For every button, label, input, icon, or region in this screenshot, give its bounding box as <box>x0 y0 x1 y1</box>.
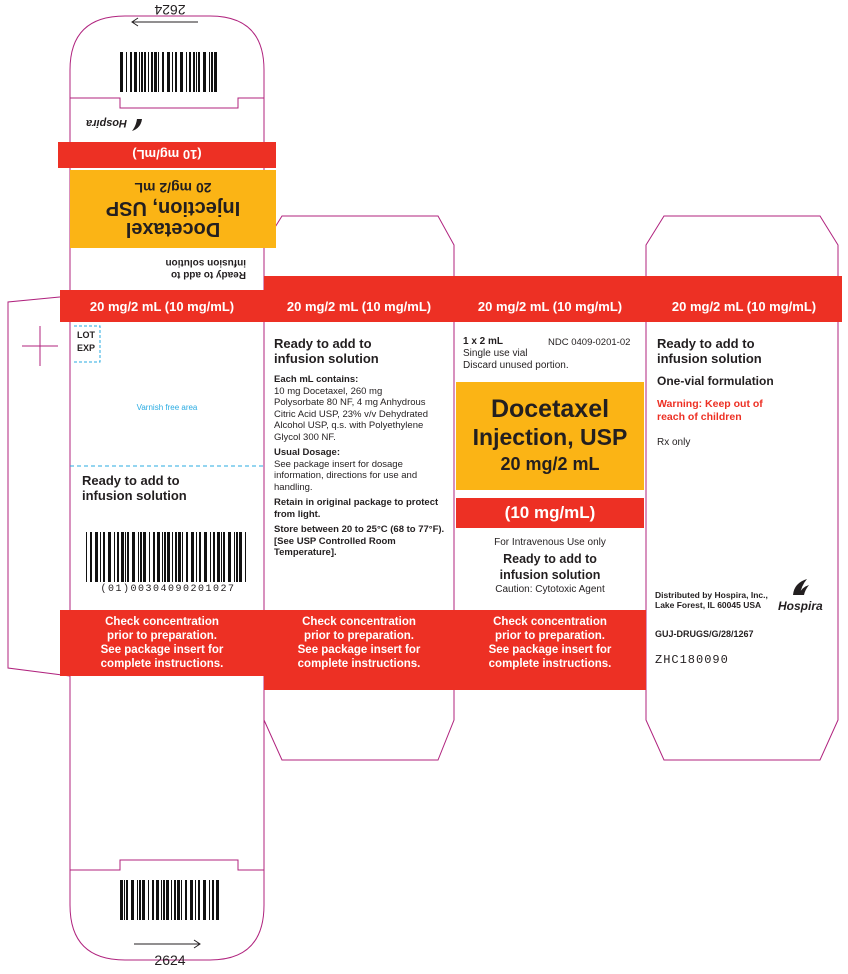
bottom-band-panel3: Check concentration prior to preparation. See package insert for complete instructions. <box>454 610 646 690</box>
panel2-ingredients: Each mL contains: 10 mg Docetaxel, 260 mg Polysorbate 80 NF, 4 mg Anhydrous Citric Acid USP, 23% v/v Dehydrated Alcohol USP, q.s. with Polyethylene Glycol 300 NF. Usual Dosage: See package insert for dosage information, directions for use and handling. Retain in original package to protect from light. Store between 20 to 25°C (68 to 77°F). [See USP Controlled Room Temperature]. <box>274 374 450 559</box>
lot-label: LOT <box>77 330 95 340</box>
barcode-bar <box>114 532 115 582</box>
barcode-bar <box>154 52 157 92</box>
barcode-bar <box>139 880 141 920</box>
barcode-bar <box>185 880 187 920</box>
barcode-bar <box>130 52 132 92</box>
panel3-concentration-band: (10 mg/mL) <box>456 498 644 528</box>
barcode-bar <box>137 880 138 920</box>
barcode-bar <box>108 532 111 582</box>
product-barcode <box>86 532 250 582</box>
barcode-bar <box>126 880 128 920</box>
barcode-bar <box>181 880 182 920</box>
barcode-bar <box>191 532 194 582</box>
barcode-bar <box>203 52 206 92</box>
top-ready-line2: infusion solution <box>165 257 246 268</box>
barcode-bar <box>196 52 197 92</box>
barcode-bar <box>213 532 215 582</box>
barcode-bar <box>86 532 87 582</box>
warning-text: Warning: Keep out of reach of children <box>657 398 763 423</box>
barcode-bar <box>121 532 124 582</box>
barcode-bar <box>178 532 181 582</box>
barcode-bar <box>175 52 177 92</box>
product-name-line1: Docetaxel <box>490 395 610 423</box>
barcode-bar <box>223 532 225 582</box>
barcode-bar <box>90 532 92 582</box>
barcode-bar <box>172 532 173 582</box>
flap-barcode-bottom <box>120 880 220 920</box>
barcode-bar <box>211 52 213 92</box>
caution-text: Caution: Cytotoxic Agent <box>495 584 605 595</box>
barcode-bar <box>161 880 162 920</box>
top-flap <box>70 108 264 282</box>
barcode-bar <box>167 52 170 92</box>
zhc-code: ZHC180090 <box>655 653 729 667</box>
barcode-bar <box>221 532 222 582</box>
barcode-bar <box>236 532 238 582</box>
top-product-line1: Docetaxel <box>125 218 221 240</box>
bottom-band-panel2: Check concentration prior to preparation. See package insert for complete instructions. <box>264 610 454 690</box>
band-panel3: 20 mg/2 mL (10 mg/mL) <box>454 276 646 322</box>
code-number-bottom: 2624 <box>154 952 186 968</box>
barcode-number: (01)00304090201027 <box>100 584 236 595</box>
barcode-bar <box>171 880 172 920</box>
barcode-bar <box>186 52 187 92</box>
bottom-band-panel1: Check concentration prior to preparation. See package insert for complete instructions. <box>60 610 264 676</box>
barcode-bar <box>151 52 153 92</box>
panel4-ready-text: Ready to add to infusion solution <box>657 336 762 366</box>
barcode-bar <box>138 532 139 582</box>
barcode-bar <box>162 52 164 92</box>
barcode-bar <box>95 532 98 582</box>
barcode-bar <box>144 52 147 92</box>
top-product-line2: Injection, USP <box>105 197 241 219</box>
barcode-bar <box>149 532 150 582</box>
barcode-bar <box>212 880 214 920</box>
each-ml-heading: Each mL contains: <box>274 374 359 385</box>
barcode-bar <box>153 532 155 582</box>
barcode-bar <box>158 52 159 92</box>
one-vial-formulation: One-vial formulation <box>657 374 774 388</box>
barcode-bar <box>196 532 197 582</box>
panel3-vial-info: 1 x 2 mL Single use vial Discard unused portion. <box>463 336 569 371</box>
barcode-bar <box>217 532 220 582</box>
barcode-bar <box>142 880 145 920</box>
barcode-bar <box>126 52 127 92</box>
hospira-logo: Hospira <box>778 578 823 613</box>
barcode-bar <box>182 532 183 582</box>
barcode-bar <box>140 532 142 582</box>
barcode-bar <box>131 880 134 920</box>
barcode-bar <box>141 52 143 92</box>
barcode-bar <box>117 532 119 582</box>
barcode-bar <box>239 532 242 582</box>
barcode-bar <box>234 532 235 582</box>
barcode-bar <box>167 532 170 582</box>
barcode-bar <box>214 52 217 92</box>
barcode-bar <box>143 532 146 582</box>
varnish-free-area: Varnish free area <box>136 403 198 412</box>
barcode-bar <box>203 880 206 920</box>
panel2-ready-text: Ready to add to infusion solution <box>274 336 379 366</box>
top-hospira-logo: Hospira <box>86 115 144 132</box>
barcode-bar <box>148 52 149 92</box>
barcode-bar <box>172 52 173 92</box>
barcode-bar <box>103 532 105 582</box>
barcode-bar <box>157 532 160 582</box>
band-panel2: 20 mg/2 mL (10 mg/mL) <box>264 276 454 322</box>
barcode-bar <box>190 880 193 920</box>
top-ready-line1: Ready to add to <box>170 269 246 280</box>
barcode-bar <box>198 880 200 920</box>
barcode-bar <box>164 532 166 582</box>
barcode-bar <box>124 880 125 920</box>
exp-label: EXP <box>77 343 96 353</box>
barcode-bar <box>132 532 135 582</box>
vial-count: 1 x 2 mL <box>463 336 504 347</box>
band-panel1: 20 mg/2 mL (10 mg/mL) <box>60 290 264 322</box>
guj-code: GUJ-DRUGS/G/28/1267 <box>655 629 754 639</box>
barcode-bar <box>180 52 183 92</box>
barcode-bar <box>139 52 140 92</box>
barcode-bar <box>199 532 201 582</box>
barcode-bar <box>210 532 211 582</box>
barcode-bar <box>177 880 180 920</box>
lot-exp-block <box>77 329 95 355</box>
barcode-bar <box>134 52 137 92</box>
product-strength: 20 mg/2 mL <box>500 454 600 474</box>
panel3-product-box <box>456 382 644 490</box>
panel3-usage: For Intravenous Use only Ready to add to infusion solution Caution: Cytotoxic Agent <box>454 537 646 596</box>
panel1-ready-text: Ready to add to infusion solution <box>82 473 187 503</box>
distributor-info: Distributed by Hospira, Inc., Lake Forest, IL 60045 USA <box>655 590 768 610</box>
barcode-bar <box>175 532 177 582</box>
barcode-bar <box>162 532 163 582</box>
ndc-number: NDC 0409-0201-02 <box>548 337 631 348</box>
barcode-bar <box>127 532 129 582</box>
flap-barcode-top <box>120 52 220 92</box>
barcode-bar <box>148 880 149 920</box>
product-name-line2: Injection, USP <box>472 424 628 450</box>
hospira-leaf-icon <box>130 115 144 132</box>
dosage-heading: Usual Dosage: <box>274 447 340 458</box>
top-product-box <box>70 170 276 248</box>
rx-only: Rx only <box>657 437 691 448</box>
barcode-bar <box>186 532 188 582</box>
barcode-bar <box>125 532 126 582</box>
barcode-bar <box>216 880 219 920</box>
barcode-bar <box>166 880 169 920</box>
top-concentration-band: (10 mg/mL) <box>58 142 276 168</box>
barcode-bar <box>198 52 200 92</box>
barcode-bar <box>152 880 154 920</box>
barcode-bar <box>120 52 123 92</box>
barcode-bar <box>245 532 246 582</box>
barcode-bar <box>228 532 231 582</box>
barcode-bar <box>156 880 159 920</box>
hospira-leaf-icon <box>790 578 810 599</box>
barcode-bar <box>120 880 123 920</box>
iv-use: For Intravenous Use only <box>494 537 606 548</box>
barcode-bar <box>163 880 165 920</box>
barcode-bar <box>195 880 196 920</box>
barcode-bar <box>193 52 196 92</box>
code-number-top: 2624 <box>154 2 186 18</box>
barcode-bar <box>209 880 210 920</box>
barcode-bar <box>189 52 191 92</box>
barcode-bar <box>174 880 176 920</box>
barcode-bar <box>100 532 101 582</box>
barcode-bar <box>209 52 210 92</box>
barcode-bar <box>204 532 207 582</box>
top-strength: 20 mg/2 mL <box>134 180 212 196</box>
band-panel4: 20 mg/2 mL (10 mg/mL) <box>646 276 842 322</box>
